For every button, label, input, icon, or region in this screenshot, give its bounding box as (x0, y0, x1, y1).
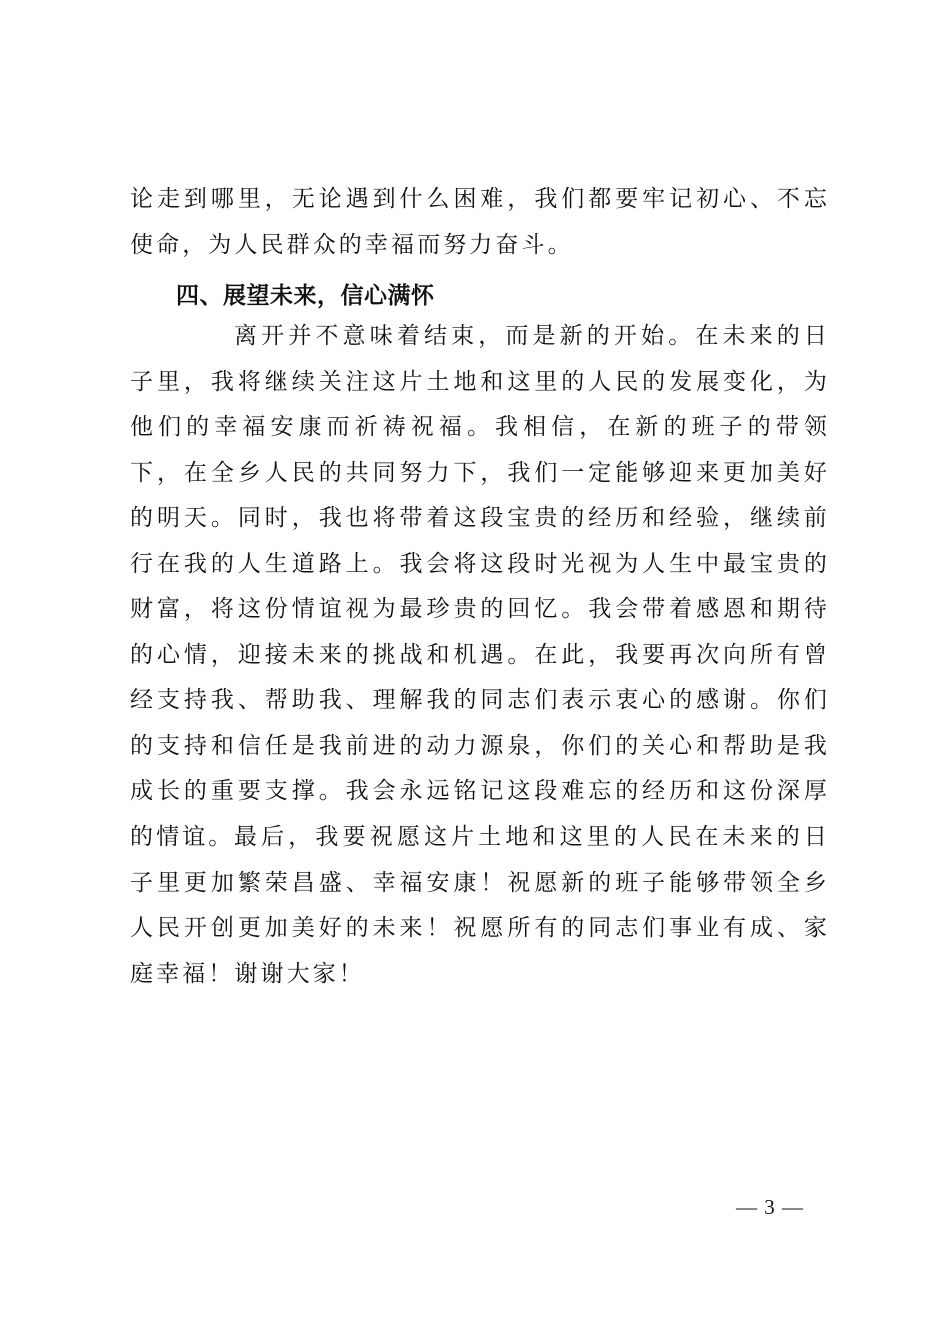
section-heading-four: 四、展望未来，信心满怀 (176, 283, 435, 309)
paragraph-looking-ahead: 离开并不意味着结束，而是新的开始。在未来的日子里，我将继续关注这片土地和这里的人民的发展变化，为他们的幸福安康而祈祷祝福。我相信，在新的班子的带领下，在全乡人民的共同努力下，我们一定能够迎来更加美好的明天。同时，我也将带着这段宝贵的经历和经验，继续前行在我的人生道路上。我会将这段时光视为人生中最宝贵的财富，将这份情谊视为最珍贵的回忆。我会带着感恩和期待的心情，迎接未来的挑战和机遇。在此，我要再次向所有曾经支持我、帮助我、理解我的同志们表示衷心的感谢。你们的支持和信任是我前进的动力源泉，你们的关心和帮助是我成长的重要支撑。我会永远铭记这段难忘的经历和这份深厚的情谊。 (130, 323, 830, 850)
page-number: — 3 — (736, 1195, 804, 1219)
paragraph-closing-wishes: 最后，我要祝愿这片土地和这里的人民在未来的日子里更加繁荣昌盛、幸福安康！祝愿新的班子能够带领全乡人民开创更加美好的未来！祝愿所有的同志们事业有成、家庭幸福！谢谢大家！ (130, 824, 830, 987)
paragraph-continued: 论走到哪里，无论遇到什么困难，我们都要牢记初心、不忘使命，为人民群众的幸福而努力奋斗。 (130, 186, 830, 258)
